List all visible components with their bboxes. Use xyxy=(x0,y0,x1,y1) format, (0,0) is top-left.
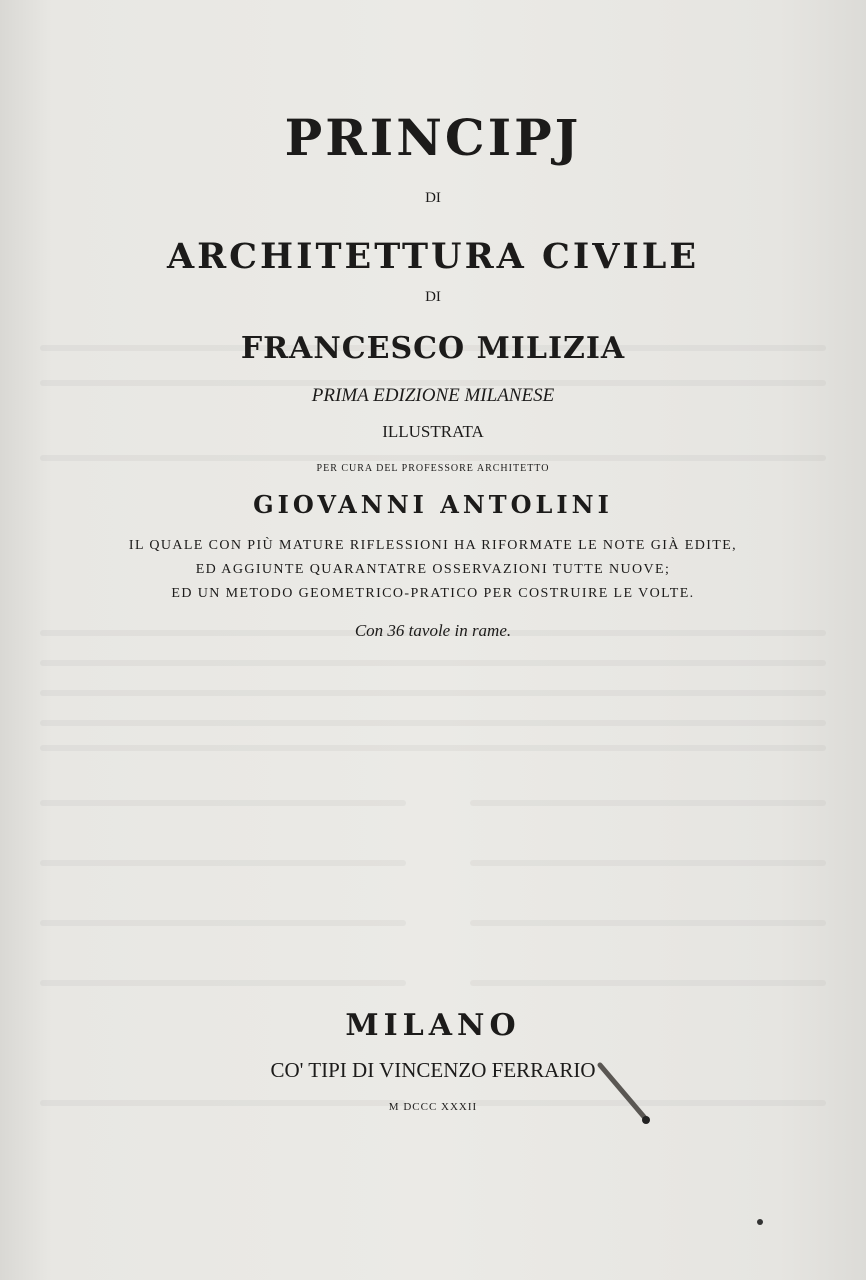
plates-note: Con 36 tavole in rame. xyxy=(354,621,512,640)
description-line: IL QUALE CON PIÙ MATURE RIFLESSIONI HA RIFORMATE LE NOTE GIÀ EDITE, xyxy=(128,538,738,553)
imprint-city: MILANO xyxy=(345,1008,521,1043)
editor-name: GIOVANNI ANTOLINI xyxy=(253,490,613,519)
book-title: PRINCIPJ xyxy=(284,108,582,167)
description-line: ED AGGIUNTE QUARANTATRE OSSERVAZIONI TUTTE NUOVE; xyxy=(195,562,671,577)
description-line: ED UN METODO GEOMETRICO-PRATICO PER COSTRUIRE LE VOLTE. xyxy=(171,586,695,601)
illustrated: ILLUSTRATA xyxy=(382,422,484,441)
connector-di: DI xyxy=(425,190,441,206)
imprint-year: M DCCC XXXII xyxy=(388,1101,478,1113)
edition: PRIMA EDIZIONE MILANESE xyxy=(311,385,555,406)
author-name: FRANCESCO MILIZIA xyxy=(240,331,626,366)
connector-di: DI xyxy=(425,289,441,305)
book-subject: ARCHITETTURA CIVILE xyxy=(166,236,700,277)
imprint-printer: CO' TIPI DI VINCENZO FERRARIO xyxy=(270,1058,596,1082)
editor-intro: PER CURA DEL PROFESSORE ARCHITETTO xyxy=(316,463,550,474)
